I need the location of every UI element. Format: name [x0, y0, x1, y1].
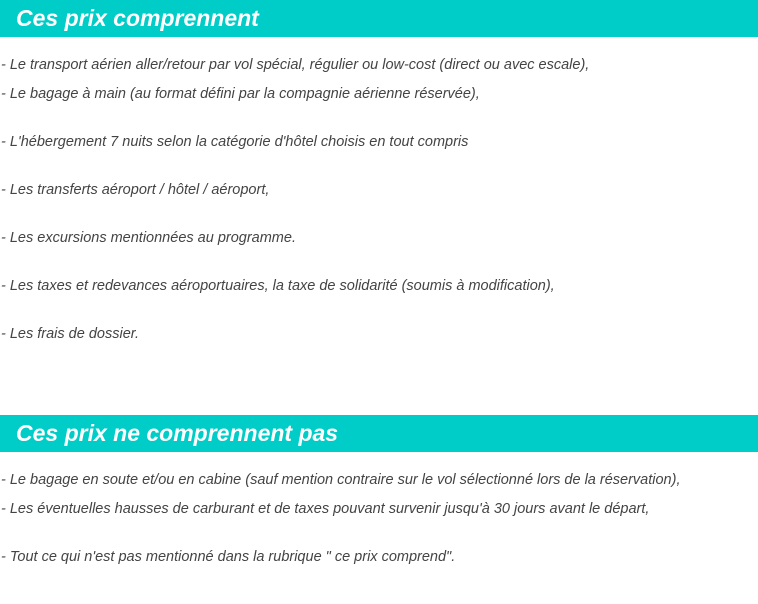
included-item: - Les excursions mentionnées au programme. — [1, 230, 296, 246]
included-list — [0, 37, 758, 373]
included-title: Ces prix comprennent — [0, 0, 758, 37]
included-item: - Les taxes et redevances aéroportuaires, la taxe de solidarité (soumis à modification), — [1, 278, 555, 294]
included-item: - Les transferts aéroport / hôtel / aéroport, — [1, 182, 270, 198]
included-item: - L'hébergement 7 nuits selon la catégorie d'hôtel choisis en tout compris — [1, 134, 469, 150]
included-item: - Le bagage à main (au format défini par la compagnie aérienne réservée), — [1, 86, 480, 102]
excluded-list — [0, 452, 758, 596]
excluded-item: - Tout ce qui n'est pas mentionné dans la rubrique " ce prix comprend". — [1, 549, 456, 565]
included-item: - Le transport aérien aller/retour par vol spécial, régulier ou low-cost (direct ou avec escale), — [1, 57, 590, 73]
excluded-section — [0, 415, 758, 596]
excluded-item: - Le bagage en soute et/ou en cabine (sauf mention contraire sur le vol sélectionné lors de la réservation), — [1, 472, 681, 488]
excluded-item: - Les éventuelles hausses de carburant et de taxes pouvant survenir jusqu'à 30 jours avant le départ, — [1, 501, 650, 517]
included-item: - Les frais de dossier. — [1, 326, 140, 342]
excluded-title: Ces prix ne comprennent pas — [0, 415, 758, 452]
